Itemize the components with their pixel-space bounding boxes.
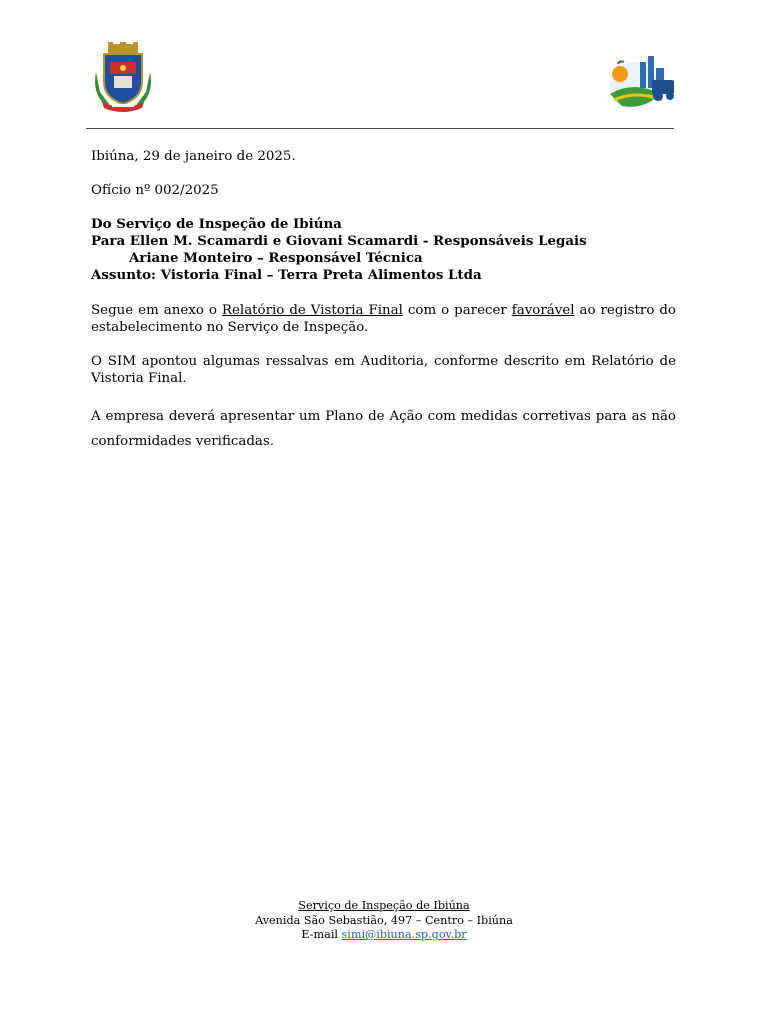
letter-reference: Ofício nº 002/2025	[91, 183, 219, 198]
letter-header-block	[91, 216, 676, 284]
letter-subject: Assunto: Vistoria Final – Terra Preta Alimentos Ltda	[91, 267, 482, 283]
opinion-reference: favorável	[511, 303, 575, 318]
footer-email-link[interactable]: simi@ibiuna.sp.gov.br	[341, 928, 467, 941]
footer-email-label: E-mail	[301, 928, 342, 941]
report-reference: Relatório de Vistoria Final	[221, 303, 403, 318]
letter-from: Do Serviço de Inspeção de Ibiúna	[91, 216, 342, 232]
paragraph-action-plan: A empresa deverá apresentar um Plano de Ação com medidas corretivas para as não conformidades verificadas.	[91, 409, 676, 449]
footer-email-line	[0, 928, 768, 943]
paragraph-text: Segue em anexo o	[91, 303, 222, 318]
agriculture-logo	[604, 50, 678, 112]
coat-of-arms-logo	[90, 42, 156, 112]
footer-organization: Serviço de Inspeção de Ibiúna	[298, 899, 470, 912]
letter-recipient-technical: Ariane Monteiro – Responsável Técnica	[129, 250, 423, 266]
letter-date: Ibiúna, 29 de janeiro de 2025.	[91, 149, 296, 164]
footer-address: Avenida São Sebastião, 497 – Centro – Ibiúna	[255, 913, 513, 927]
header-divider	[86, 128, 674, 129]
paragraph-audit: O SIM apontou algumas ressalvas em Auditoria, conforme descrito em Relatório de Vistoria Final.	[91, 354, 676, 386]
letter-recipients: Para Ellen M. Scamardi e Giovani Scamardi - Responsáveis Legais	[91, 233, 587, 249]
paragraph-text: ao registro do estabelecimento no Serviço de Inspeção.	[91, 303, 676, 335]
paragraph-text: com o parecer	[402, 303, 512, 318]
paragraph-attachment	[91, 302, 676, 336]
page-footer	[0, 899, 768, 943]
